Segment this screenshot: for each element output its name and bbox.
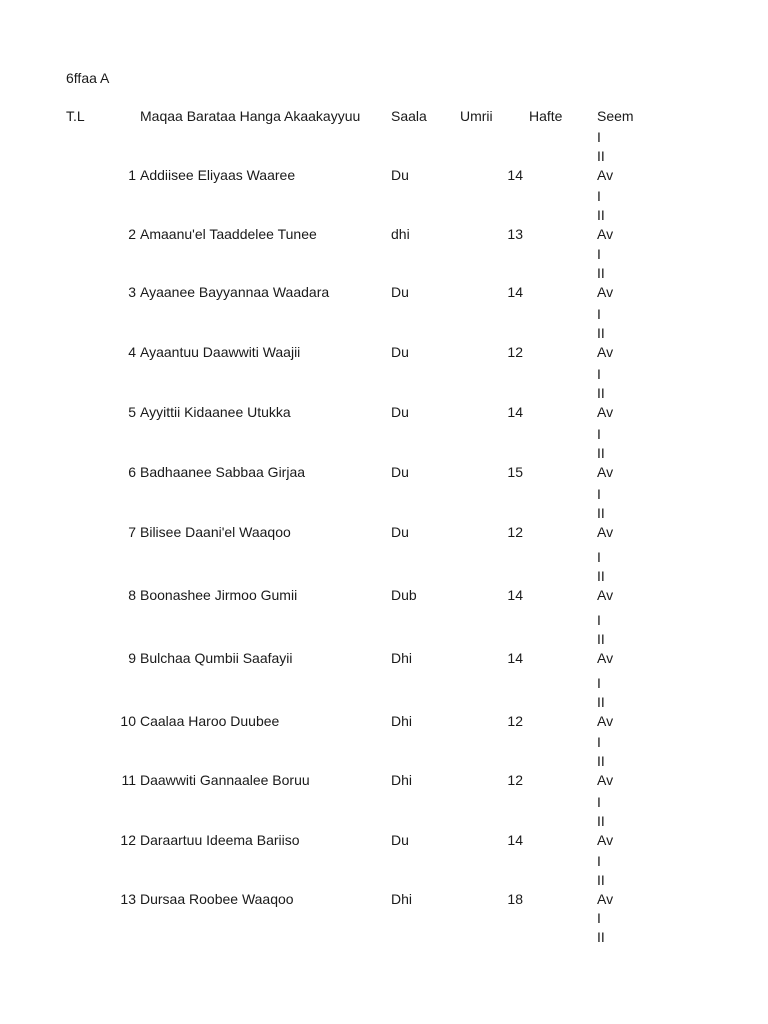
class-title: 6ffaa A (66, 70, 110, 86)
student-umrii: 13 (507, 226, 523, 242)
sem-average-label: Av (597, 587, 614, 603)
student-name: Addiisee Eliyaas Waaree (140, 167, 296, 183)
student-name: Ayaanee Bayyannaa Waadara (140, 284, 330, 300)
sem-first-label: I (597, 910, 601, 926)
student-number: 12 (120, 832, 136, 848)
student-number: 4 (128, 344, 136, 360)
student-saala: Du (391, 832, 409, 848)
sem-second-label: II (597, 813, 605, 829)
student-saala: Du (391, 284, 409, 300)
student-saala: Du (391, 464, 409, 480)
student-saala: Du (391, 524, 409, 540)
sem-first-label: I (597, 129, 601, 145)
sem-first-label: I (597, 612, 601, 628)
student-number: 3 (128, 284, 136, 300)
header-tl: T.L (66, 108, 85, 124)
student-saala: Du (391, 404, 409, 420)
sem-average-label: Av (597, 284, 614, 300)
sem-first-label: I (597, 188, 601, 204)
student-saala: Dhi (391, 891, 413, 907)
sem-average-label: Av (597, 891, 614, 907)
student-number: 6 (128, 464, 136, 480)
sem-second-label: II (597, 445, 605, 461)
sem-second-label: II (597, 325, 605, 341)
sem-first-label: I (597, 486, 601, 502)
student-number: 7 (128, 524, 136, 540)
student-number: 8 (128, 587, 136, 603)
student-number: 9 (128, 650, 136, 666)
student-name: Badhaanee Sabbaa Girjaa (140, 464, 306, 480)
student-umrii: 12 (507, 772, 523, 788)
header-umrii: Umrii (460, 108, 493, 124)
student-name: Boonashee Jirmoo Gumii (140, 587, 298, 603)
student-name: Ayaantuu Daawwiti Waajii (140, 344, 301, 360)
student-saala: Dhi (391, 713, 413, 729)
student-umrii: 18 (507, 891, 523, 907)
sem-first-label: I (597, 246, 601, 262)
student-number: 10 (120, 713, 136, 729)
header-saala: Saala (391, 108, 427, 124)
student-umrii: 12 (507, 524, 523, 540)
sem-second-label: II (597, 753, 605, 769)
sem-first-label: I (597, 366, 601, 382)
sem-first-label: I (597, 734, 601, 750)
student-name: Daraartuu Ideema Bariiso (140, 832, 300, 848)
student-number: 11 (121, 772, 136, 788)
sem-first-label: I (597, 675, 601, 691)
student-saala: Du (391, 167, 409, 183)
sem-average-label: Av (597, 404, 614, 420)
student-name: Bilisee Daani'el Waaqoo (140, 524, 291, 540)
student-name: Ayyittii Kidaanee Utukka (140, 404, 291, 420)
sem-average-label: Av (597, 344, 614, 360)
header-name: Maqaa Barataa Hanga Akaakayyuu (140, 108, 361, 124)
sem-first-label: I (597, 549, 601, 565)
sem-first-label: I (597, 426, 601, 442)
sem-average-label: Av (597, 650, 614, 666)
student-umrii: 14 (507, 167, 523, 183)
sem-second-label: II (597, 265, 605, 281)
student-umrii: 14 (507, 587, 523, 603)
sem-average-label: Av (597, 167, 614, 183)
student-saala: Dub (391, 587, 417, 603)
sem-first-label: I (597, 794, 601, 810)
student-saala: dhi (391, 226, 410, 242)
sem-average-label: Av (597, 713, 614, 729)
student-number: 2 (128, 226, 136, 242)
sem-second-label: II (597, 631, 605, 647)
sem-second-label: II (597, 872, 605, 888)
student-umrii: 15 (507, 464, 523, 480)
sem-second-label: II (597, 148, 605, 164)
sem-average-label: Av (597, 464, 614, 480)
sem-second-label: II (597, 207, 605, 223)
sem-average-label: Av (597, 226, 614, 242)
student-umrii: 12 (507, 344, 523, 360)
sem-first-label: I (597, 306, 601, 322)
student-name: Dursaa Roobee Waaqoo (140, 891, 294, 907)
sem-second-label: II (597, 505, 605, 521)
student-number: 13 (120, 891, 136, 907)
sem-average-label: Av (597, 772, 614, 788)
student-number: 1 (128, 167, 136, 183)
sem-second-label: II (597, 694, 605, 710)
student-umrii: 14 (507, 404, 523, 420)
student-umrii: 14 (507, 650, 523, 666)
student-name: Amaanu'el Taaddelee Tunee (140, 226, 317, 242)
sem-second-label: II (597, 385, 605, 401)
sem-average-label: Av (597, 524, 614, 540)
student-saala: Dhi (391, 772, 413, 788)
header-seem: Seem (597, 108, 634, 124)
student-name: Daawwiti Gannaalee Boruu (140, 772, 310, 788)
student-name: Bulchaa Qumbii Saafayii (140, 650, 293, 666)
header-hafte: Hafte (529, 108, 563, 124)
student-saala: Dhi (391, 650, 413, 666)
sem-first-label: I (597, 853, 601, 869)
student-saala: Du (391, 344, 409, 360)
student-name: Caalaa Haroo Duubee (140, 713, 280, 729)
student-umrii: 12 (507, 713, 523, 729)
student-number: 5 (128, 404, 136, 420)
sem-second-label: II (597, 568, 605, 584)
student-umrii: 14 (507, 284, 523, 300)
sem-average-label: Av (597, 832, 614, 848)
student-umrii: 14 (507, 832, 523, 848)
sem-second-label: II (597, 929, 605, 945)
